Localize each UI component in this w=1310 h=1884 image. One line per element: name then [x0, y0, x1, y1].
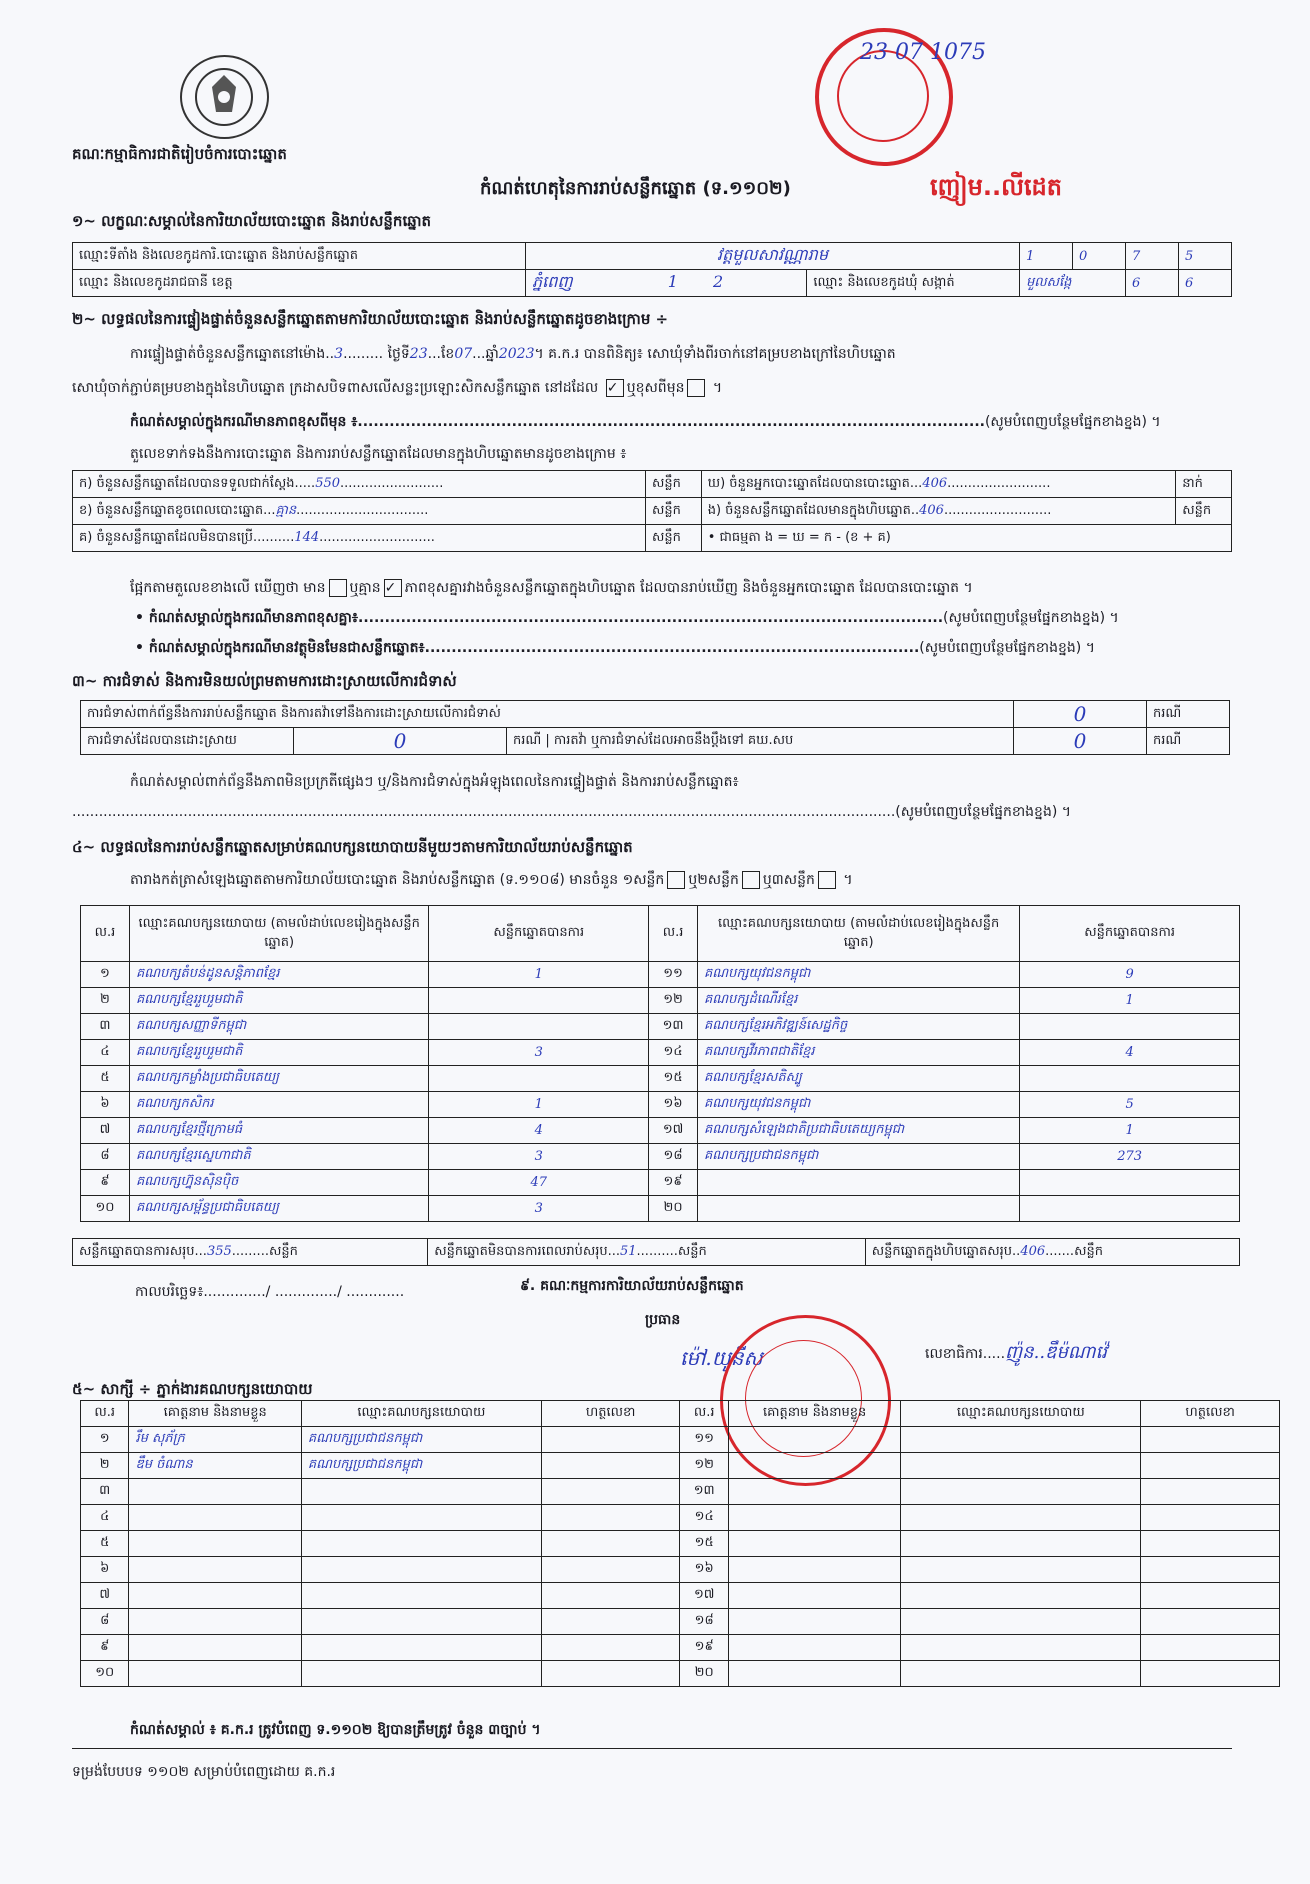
table-row [81, 988, 1240, 1014]
signature[interactable] [1141, 1661, 1280, 1687]
code-digit: 7 [1126, 243, 1179, 270]
votes: 4 [1020, 1040, 1240, 1066]
voters-label: ឃ) ចំនួនអ្នកបោះឆ្នោតដែលបានបោះឆ្នោត [707, 475, 910, 491]
unchanged-checkbox[interactable]: ✓ [606, 379, 624, 397]
signature[interactable] [541, 1505, 680, 1531]
appeal-label: ការតវ៉ា ឬការជំទាស់ដែលអាចនឹងប្តឹងទៅ គឃ.សប [553, 732, 794, 748]
table-row [81, 1661, 1280, 1687]
table-row [81, 1635, 1280, 1661]
cases-unit: ករណី [1147, 728, 1230, 755]
col-party: ឈ្មោះគណបក្សនយោបាយ (តាមលំដាប់លេខរៀងក្នុងសន្លឹកឆ្នោត) [129, 906, 428, 962]
valid-total-label: សន្លឹកឆ្នោតបានការសរុប [79, 1243, 195, 1259]
table-row [81, 1040, 1240, 1066]
verification-text: ។ គ.ក.រ បានពិនិត្យ៖ សោឃុំទាំងពីរចាក់នៅគម្របខាងក្រៅនៃហិបឆ្នោត [534, 346, 896, 362]
changed-label: ឬខុសពីមុន [626, 380, 685, 396]
signature[interactable] [541, 1453, 680, 1479]
province-code: 2 [713, 272, 724, 291]
party-name: គណបក្សខ្មែរថ្មីក្រោមធំ [129, 1118, 428, 1144]
location-label: ឈ្មោះទីតាំង និងលេខកូដការិ.បោះឆ្នោត និងរាប់សន្លឹកឆ្នោត [73, 243, 526, 270]
no: ១៣ [680, 1479, 728, 1505]
party-name: គណបក្សយុវជនកម្ពុជា [698, 962, 1020, 988]
party-name [698, 1170, 1020, 1196]
three-sheets-label: ឬ៣សន្លឹក [762, 872, 815, 888]
votes [1020, 1014, 1240, 1040]
ballot-figures-table: ក) ចំនួនសន្លឹកឆ្នោតដែលបានទទួលជាក់ស្តែង.....550......................... សន្លឹក ឃ) ចំនួនអ្នកបោះឆ្នោតដែលបានបោះឆ្នោត...406......................... នាក់ ខ) ចំនួនសន្លឹកឆ្នោតខូចពេលបោះឆ្នោត...គ្មាន................................ សន្លឹក ង) ចំនួនសន្លឹកឆ្នោតដែលមានក្នុងហិបឆ្នោត..406.......................... សន្លឹក គ) ចំនួនសន្លឹកឆ្នោតដែលមិនបានប្រើ..........144............................ សន្លឹក • ជាធម្មតា ង = ឃ = ក - (ខ + គ) [72, 470, 1232, 552]
signature[interactable] [541, 1583, 680, 1609]
witness-party [901, 1661, 1141, 1687]
nec-logo [180, 55, 269, 139]
spoiled-value: គ្មាន [275, 502, 297, 518]
irregularities-line: .........................................................................................................................................................................................(សូមបំពេញបន្ថែមផ្នែកខាងខ្នង) ។ [72, 804, 1071, 820]
box-total-label: សន្លឹកឆ្នោតក្នុងហិបឆ្នោតសរុប [871, 1243, 1013, 1259]
signature[interactable] [541, 1609, 680, 1635]
votes: 273 [1020, 1144, 1240, 1170]
witness-party [301, 1557, 541, 1583]
no: ១ [81, 962, 130, 988]
year-label: ឆ្នាំ [485, 346, 499, 362]
votes: 1 [429, 1092, 649, 1118]
no: ១៤ [649, 1040, 698, 1066]
complaints-table: ការជំទាស់ពាក់ព័ន្ធនឹងការរាប់សន្លឹកឆ្នោត និងការតវ៉ាទៅនឹងការដោះស្រាយលើការជំទាស់ 0 ករណី ការជំទាស់ដែលបានដោះស្រាយ 0 ករណី | ការតវ៉ា ឬការជំទាស់ដែលអាចនឹងប្តឹងទៅ គឃ.សប 0 ករណី [80, 700, 1230, 755]
col-party: ឈ្មោះគណបក្សនយោបាយ [901, 1401, 1141, 1427]
unit: សន្លឹក [1074, 1243, 1103, 1259]
bullet-object: • កំណត់សម្គាល់ក្នុងករណីមានវត្ថុមិនមែនជាសន្លឹកឆ្នោត៖.............................................................................................(សូមបំពេញបន្ថែមផ្នែកខាងខ្នង) ។ [135, 640, 1095, 656]
col-name: គោត្តនាម និងនាមខ្លួន [129, 1401, 301, 1427]
witness-name [129, 1505, 301, 1531]
committee-label: ៩. គណៈកម្មការការិយាល័យរាប់សន្លឹកឆ្នោត [520, 1278, 744, 1294]
difference-note-label: កំណត់សម្គាល់ក្នុងករណីមានភាពខុសពីមុន ៖ [130, 414, 358, 430]
witness-name [728, 1557, 900, 1583]
table-row [81, 1505, 1280, 1531]
difference-note: កំណត់សម្គាល់ក្នុងករណីមានភាពខុសពីមុន ៖......................................................................................................................(សូមបំពេញបន្ថែមផ្នែកខាងខ្នង) ។ [130, 414, 1161, 430]
votes: 3 [429, 1144, 649, 1170]
unused-label: គ) ចំនួនសន្លឹកឆ្នោតដែលមិនបានប្រើ [79, 529, 253, 545]
party-name: គណបក្សវីរភាពជាតិខ្មែរ [698, 1040, 1020, 1066]
diff-no-label: ឬគ្មាន [349, 580, 381, 596]
no: ១៨ [649, 1144, 698, 1170]
no: ២ [81, 1453, 129, 1479]
party-name: គណបក្សខ្មែររួបរួមជាតិ [129, 988, 428, 1014]
witness-name [728, 1479, 900, 1505]
month-value: 07 [454, 346, 473, 362]
col-no: ល.រ [680, 1401, 728, 1427]
signature[interactable] [541, 1427, 680, 1453]
table-row [81, 1531, 1280, 1557]
totals-table: សន្លឹកឆ្នោតបានការសរុប...355.........សន្លឹក សន្លឹកឆ្នោតមិនបានការពេលរាប់សរុប...51..........សន្លឹក សន្លឹកឆ្នោតក្នុងហិបឆ្នោតសរុប..406.......សន្លឹក [72, 1238, 1240, 1266]
no: ៨ [81, 1144, 130, 1170]
tally-sheets-line: តារាងកត់ត្រាសំឡេងឆ្នោតតាមការិយាល័យបោះឆ្នោត និងរាប់សន្លឹកឆ្នោត (ទ.១១០៨) មានចំនួន ១សន្លឹក ឬ២សន្លឹក ឬ៣សន្លឹក ។ [130, 872, 853, 888]
witness-party [301, 1583, 541, 1609]
party-name: គណបក្សខ្មែរសតិស្បូ [698, 1066, 1020, 1092]
unit: សន្លឹក [677, 1243, 707, 1259]
verification-line: ការផ្ទៀងផ្ទាត់ចំនួនសន្លឹកឆ្នោតនៅម៉ោង..3......... ថ្ងៃទី23...ខែ07...ឆ្នាំ2023។ គ.ក.រ បានពិនិត្យ៖ សោឃុំទាំងពីរចាក់នៅគម្របខាងក្រៅនៃហិបឆ្នោត [130, 346, 896, 362]
votes: 3 [429, 1040, 649, 1066]
valid-total-value: 355 [206, 1243, 232, 1259]
witness-party [901, 1557, 1141, 1583]
witness-name [129, 1609, 301, 1635]
no: ២០ [680, 1661, 728, 1687]
province-value: ភ្នំពេញ [532, 272, 573, 291]
witness-party [901, 1479, 1141, 1505]
witness-party [901, 1531, 1141, 1557]
bullet-diff-label: • កំណត់សម្គាល់ក្នុងករណីមានភាពខុសគ្នា៖ [135, 610, 359, 626]
note-hint: (សូមបំពេញបន្ថែមផ្នែកខាងខ្នង) ។ [895, 804, 1071, 820]
difference-line [130, 578, 973, 599]
province-label: ឈ្មោះ និងលេខកូដរាជធានី ខេត្ត [73, 270, 526, 297]
unit: សន្លឹក [268, 1243, 298, 1259]
no: ៩ [81, 1635, 129, 1661]
col-party: ឈ្មោះគណបក្សនយោបាយ (តាមលំដាប់លេខរៀងក្នុងសន្លឹកឆ្នោត) [698, 906, 1020, 962]
note-hint: (សូមបំពេញបន្ថែមផ្នែកខាងខ្នង) ។ [984, 414, 1161, 430]
votes [1020, 1196, 1240, 1222]
witness-table [80, 1400, 1280, 1687]
signature[interactable] [1141, 1427, 1280, 1453]
witness-name: ឌឹម ចំណាន [129, 1453, 301, 1479]
day-value: 23 [409, 346, 428, 362]
no: ១ [81, 1427, 129, 1453]
table-row [81, 1583, 1280, 1609]
votes: 4 [429, 1118, 649, 1144]
signature[interactable] [1141, 1583, 1280, 1609]
witness-party [301, 1661, 541, 1687]
no: ១៩ [649, 1170, 698, 1196]
secretary-signature: ញ៉ូន..ឌឹម៉ណាវ៉េ [1005, 1342, 1108, 1363]
no: ១១ [649, 962, 698, 988]
witness-name [129, 1583, 301, 1609]
col-name: គោត្តនាម និងនាមខ្លួន [728, 1401, 900, 1427]
signature[interactable] [1141, 1479, 1280, 1505]
no: ១៤ [680, 1505, 728, 1531]
col-no: ល.រ [81, 1401, 129, 1427]
unit: សន្លឹក [646, 498, 702, 525]
tally-intro: តារាងកត់ត្រាសំឡេងឆ្នោតតាមការិយាល័យបោះឆ្នោត និងរាប់សន្លឹកឆ្នោត (ទ.១១០៨) មានចំនួន ១សន្លឹក [130, 872, 665, 888]
votes [1020, 1170, 1240, 1196]
no: ៥ [81, 1531, 129, 1557]
no: ៤ [81, 1040, 130, 1066]
party-name: គណបក្សប្រជាជនកម្ពុជា [698, 1144, 1020, 1170]
party-name: គណបក្សខ្មែរអភិវឌ្ឍន៍សេដ្ឋកិច្ច [698, 1014, 1020, 1040]
invalid-total-label: សន្លឹកឆ្នោតមិនបានការពេលរាប់សរុប [434, 1243, 608, 1259]
witness-name: រឹម សុភ័ក្រ [129, 1427, 301, 1453]
votes [429, 988, 649, 1014]
table-row [81, 1557, 1280, 1583]
hour-value: 3 [334, 346, 344, 362]
party-name: គណបក្សកសិករ [129, 1092, 428, 1118]
witness-party [301, 1531, 541, 1557]
section4-heading: ៤~ លទ្ធផលនៃការរាប់សន្លឹកឆ្នោតសម្រាប់គណបក្សនយោបាយនីមួយៗតាមការិយាល័យរាប់សន្លឹកឆ្នោត [72, 838, 633, 856]
table-row [81, 962, 1240, 988]
diff-yes-checkbox[interactable] [329, 579, 347, 597]
no: ១៦ [649, 1092, 698, 1118]
col-votes: សន្លឹកឆ្នោតបានការ [1020, 906, 1240, 962]
col-votes: សន្លឹកឆ្នោតបានការ [429, 906, 649, 962]
no: ៤ [81, 1505, 129, 1531]
signature[interactable] [1141, 1635, 1280, 1661]
witness-party: គណបក្សប្រជាជនកម្ពុជា [301, 1453, 541, 1479]
witness-party [301, 1609, 541, 1635]
complaints-label: ការជំទាស់ពាក់ព័ន្ធនឹងការរាប់សន្លឹកឆ្នោត និងការតវ៉ាទៅនឹងការដោះស្រាយលើការជំទាស់ [81, 701, 1014, 728]
no: ១២ [680, 1453, 728, 1479]
date-line: កាលបរិច្ឆេទ៖............../ ............../ ............. [135, 1284, 405, 1300]
no: ១៦ [680, 1557, 728, 1583]
code-digit: 5 [1179, 243, 1232, 270]
no: ១៩ [680, 1635, 728, 1661]
voters-value: 406 [922, 475, 948, 491]
witness-name [728, 1609, 900, 1635]
party-name: គណបក្សខ្មែររួបរួមជាតិ [129, 1040, 428, 1066]
stamp-name: ញៀម..លីដេត [930, 173, 1063, 201]
table-row [81, 1144, 1240, 1170]
received-label: ក) ចំនួនសន្លឹកឆ្នោតដែលបានទទួលជាក់ស្តែង [79, 475, 295, 491]
no: ១៥ [680, 1531, 728, 1557]
one-sheet-checkbox[interactable] [667, 871, 685, 889]
table-row [81, 1118, 1240, 1144]
signature[interactable] [541, 1661, 680, 1687]
month-label: ខែ [440, 346, 455, 362]
witness-name [728, 1427, 900, 1453]
form-title: កំណត់ហេតុនៃការរាប់សន្លឹកឆ្នោត (ទ.១១០២) [480, 178, 791, 199]
no: ៧ [81, 1583, 129, 1609]
section2-heading: ២~ លទ្ធផលនៃការផ្ទៀងផ្ទាត់ចំនួនសន្លឹកឆ្នោតតាមការិយាល័យបោះឆ្នោត និងរាប់សន្លឹកឆ្នោតដូចខាងក្រោម ÷ [72, 310, 669, 328]
col-party: ឈ្មោះគណបក្សនយោបាយ [301, 1401, 541, 1427]
table-row [81, 1609, 1280, 1635]
seal-line: សោឃុំចាក់ភ្ជាប់គម្របខាងក្នុងនៃហិបឆ្នោត ក្រដាសបិទពាសលើសន្លះប្រឡោះសិកសន្លឹកឆ្នោត នៅដដែល ✓ ឬខុសពីមុន ។ [72, 380, 723, 396]
code-digit: 1 [1020, 243, 1073, 270]
no: ៧ [81, 1118, 130, 1144]
formula: ជាធម្មតា ង = ឃ = ក - (ខ + គ) [719, 529, 891, 545]
secretary-label: លេខាធិការ [925, 1346, 983, 1362]
votes: 3 [429, 1196, 649, 1222]
diff-text: ភាពខុសគ្នារវាងចំនួនសន្លឹកឆ្នោតក្នុងហិបឆ្នោត ដែលបានរាប់ឃើញ និងចំនួនអ្នកបោះឆ្នោត ដែលបានបោះឆ្នោត ។ [404, 580, 973, 596]
table-row [81, 1170, 1240, 1196]
witness-party [901, 1583, 1141, 1609]
party-name: គណបក្សតំបន់ដូនសន្តិភាពខ្មែរ [129, 962, 428, 988]
inbox-label: ង) ចំនួនសន្លឹកឆ្នោតដែលមានក្នុងហិបឆ្នោត [707, 502, 911, 518]
votes: 1 [1020, 988, 1240, 1014]
no: ៨ [81, 1609, 129, 1635]
secretary-line: លេខាធិការ.....ញ៉ូន..ឌឹម៉ណាវ៉េ [925, 1342, 1108, 1363]
witness-name [728, 1635, 900, 1661]
unused-value: 144 [294, 529, 320, 545]
witness-name [728, 1505, 900, 1531]
party-name: គណបក្សកម្លាំងប្រជាធិបតេយ្យ [129, 1066, 428, 1092]
diff-yes-label: ផ្អែកតាមតួលេខខាងលើ ឃើញថា មាន [130, 580, 326, 596]
votes: 1 [429, 962, 649, 988]
witness-party: គណបក្សប្រជាជនកម្ពុជា [301, 1427, 541, 1453]
votes: 1 [1020, 1118, 1240, 1144]
signature[interactable] [541, 1557, 680, 1583]
table-row [81, 1453, 1280, 1479]
witness-name [129, 1661, 301, 1687]
unit: សន្លឹក [646, 525, 702, 552]
votes: 47 [429, 1170, 649, 1196]
appeal-value: 0 [1014, 728, 1147, 755]
location-value: វត្តមួលសាវណ្ណារាម [526, 243, 1020, 270]
signature[interactable] [541, 1635, 680, 1661]
bullet-object-label: • កំណត់សម្គាល់ក្នុងករណីមានវត្ថុមិនមែនជាសន្លឹកឆ្នោត៖ [135, 640, 425, 656]
no: ២០ [649, 1196, 698, 1222]
changed-checkbox[interactable] [687, 379, 705, 397]
party-name: គណបក្សសម្ព័ន្ធប្រជាធិបតេយ្យ [129, 1196, 428, 1222]
commune-code: 6 [1179, 270, 1232, 297]
bullet-diff: • កំណត់សម្គាល់ក្នុងករណីមានភាពខុសគ្នា៖..............................................................................................................(សូមបំពេញបន្ថែមផ្នែកខាងខ្នង) ។ [135, 610, 1119, 626]
commune-value: មួលសង្កែ [1020, 270, 1126, 297]
table-row [81, 1196, 1240, 1222]
chair-signature: ម៉ៅ.យូនីស [680, 1346, 763, 1370]
party-name: គណបក្សដំណើរខ្មែរ [698, 988, 1020, 1014]
year-value: 2023 [498, 346, 535, 362]
note-hint: (សូមបំពេញបន្ថែមផ្នែកខាងខ្នង) ។ [919, 640, 1095, 656]
inbox-value: 406 [919, 502, 944, 518]
no: ១០ [81, 1661, 129, 1687]
received-value: 550 [315, 475, 341, 491]
code-digit: 0 [1073, 243, 1126, 270]
witness-name [129, 1635, 301, 1661]
divider [72, 1748, 1232, 1749]
location-table [72, 242, 1232, 297]
footnote: កំណត់សម្គាល់ ៖ គ.ក.រ ត្រូវបំពេញ ទ.១១០២ ឱ្យបានត្រឹមត្រូវ ចំនួន ៣ច្បាប់ ។ [130, 1722, 541, 1738]
signature[interactable] [1141, 1453, 1280, 1479]
witness-name [728, 1583, 900, 1609]
witness-name [129, 1557, 301, 1583]
spoiled-label: ខ) ចំនួនសន្លឹកឆ្នោតខូចពេលបោះឆ្នោត [79, 502, 264, 518]
no: ១១ [680, 1427, 728, 1453]
signature[interactable] [1141, 1531, 1280, 1557]
irregularities-note: កំណត់សម្គាល់ពាក់ព័ន្ធនឹងភាពមិនប្រក្រតីផ្សេងៗ ឬ/និងការជំទាស់ក្នុងអំឡុងពេលនៃការផ្ទៀងផ្ទាត់ និងការរាប់សន្លឹកឆ្នោត៖ [130, 774, 739, 790]
figures-intro: តួលេខទាក់ទងនឹងការបោះឆ្នោត និងការរាប់សន្លឹកឆ្នោតដែលមានក្នុងហិបឆ្នោតមានដូចខាងក្រោម ៖ [130, 446, 627, 462]
signature[interactable] [541, 1479, 680, 1505]
section1-heading: ១~ លក្ខណៈសម្គាល់នៃការិយាល័យបោះឆ្នោត និងរាប់សន្លឹកឆ្នោត [72, 212, 432, 230]
votes: 9 [1020, 962, 1240, 988]
no: ១៨ [680, 1609, 728, 1635]
signature[interactable] [541, 1531, 680, 1557]
witness-name [728, 1453, 900, 1479]
party-name: គណបក្សសំឡេងជាតិប្រជាធិបតេយ្យកម្ពុជា [698, 1118, 1020, 1144]
party-name: គណបក្សសញ្ញាទីកម្ពុជា [129, 1014, 428, 1040]
commune-label: ឈ្មោះ និងលេខកូដឃុំ សង្កាត់ [807, 270, 1020, 297]
witness-party [901, 1427, 1141, 1453]
witness-name [129, 1531, 301, 1557]
witness-name [129, 1479, 301, 1505]
seal-text: សោឃុំចាក់ភ្ជាប់គម្របខាងក្នុងនៃហិបឆ្នោត ក្រដាសបិទពាសលើសន្លះប្រឡោះសិកសន្លឹកឆ្នោត នៅដដែល [72, 380, 599, 396]
no: ៣ [81, 1014, 130, 1040]
party-name: គណបក្សហ្វ៊ុនស៊ិនប៉ិច [129, 1170, 428, 1196]
agency-name: គណៈកម្មាធិការជាតិរៀបចំការបោះឆ្នោត [72, 145, 287, 163]
no: ៦ [81, 1557, 129, 1583]
no: ៦ [81, 1092, 130, 1118]
witness-party [901, 1505, 1141, 1531]
no: ២ [81, 988, 130, 1014]
party-name: គណបក្សខ្មែរស្នេហាជាតិ [129, 1144, 428, 1170]
witness-party [301, 1505, 541, 1531]
table-row [81, 1427, 1280, 1453]
hour-label: ការផ្ទៀងផ្ទាត់ចំនួនសន្លឹកឆ្នោតនៅម៉ោង.. [130, 346, 335, 362]
complaints-value: 0 [1014, 701, 1147, 728]
table-row [81, 1479, 1280, 1505]
stamp-handwriting: 23 07 1075 [860, 40, 986, 65]
votes [429, 1066, 649, 1092]
signature[interactable] [1141, 1609, 1280, 1635]
table-row [81, 1014, 1240, 1040]
no: ៩ [81, 1170, 130, 1196]
table-row [81, 1092, 1240, 1118]
no: ១៧ [680, 1583, 728, 1609]
box-total-value: 406 [1020, 1243, 1046, 1259]
results-table [80, 905, 1240, 1222]
witness-party [901, 1635, 1141, 1661]
signature[interactable] [1141, 1505, 1280, 1531]
unit: នាក់ [1176, 471, 1232, 498]
no: ១៣ [649, 1014, 698, 1040]
no: ១០ [81, 1196, 130, 1222]
witness-party [301, 1635, 541, 1661]
votes [1020, 1066, 1240, 1092]
party-name: គណបក្សយុវជនកម្ពុជា [698, 1092, 1020, 1118]
form-footer: ទម្រង់បែបបទ ១១០២ សម្រាប់បំពេញដោយ គ.ក.រ [72, 1764, 336, 1780]
no: ១៥ [649, 1066, 698, 1092]
witness-party [301, 1479, 541, 1505]
witness-party [901, 1609, 1141, 1635]
signature[interactable] [1141, 1557, 1280, 1583]
two-sheets-label: ឬ២សន្លឹក [688, 872, 739, 888]
resolved-value: 0 [294, 728, 507, 755]
no: ៥ [81, 1066, 130, 1092]
col-no: ល.រ [81, 906, 130, 962]
diff-no-checkbox[interactable]: ✓ [384, 579, 402, 597]
table-row [81, 1066, 1240, 1092]
invalid-total-value: 51 [620, 1243, 637, 1259]
party-name [698, 1196, 1020, 1222]
cases-unit: ករណី [513, 732, 542, 748]
witness-name [728, 1661, 900, 1687]
no: ១២ [649, 988, 698, 1014]
section3-heading: ៣~ ការជំទាស់ និងការមិនយល់ព្រមតាមការដោះស្រាយលើការជំទាស់ [72, 672, 457, 690]
unit: សន្លឹក [1176, 498, 1232, 525]
col-sign: ហត្ថលេខា [541, 1401, 680, 1427]
votes: 5 [1020, 1092, 1240, 1118]
commune-code: 6 [1126, 270, 1179, 297]
col-sign: ហត្ថលេខា [1141, 1401, 1280, 1427]
day-label: ថ្ងៃទី [387, 346, 410, 362]
witness-party [901, 1453, 1141, 1479]
no: ១៧ [649, 1118, 698, 1144]
unit: សន្លឹក [646, 471, 702, 498]
no: ៣ [81, 1479, 129, 1505]
section5-heading: ៥~ សាក្សី ÷ ភ្នាក់ងារគណបក្សនយោបាយ [72, 1380, 313, 1398]
witness-name [728, 1531, 900, 1557]
chair-label: ប្រធាន [645, 1312, 681, 1328]
col-no: ល.រ [649, 906, 698, 962]
two-sheets-checkbox[interactable] [742, 871, 760, 889]
three-sheets-checkbox[interactable] [818, 871, 836, 889]
province-code: 1 [667, 272, 678, 291]
note-hint: (សូមបំពេញបន្ថែមផ្នែកខាងខ្នង) ។ [943, 610, 1119, 626]
resolved-label: ការជំទាស់ដែលបានដោះស្រាយ [81, 728, 294, 755]
cases-unit: ករណី [1147, 701, 1230, 728]
votes [429, 1014, 649, 1040]
